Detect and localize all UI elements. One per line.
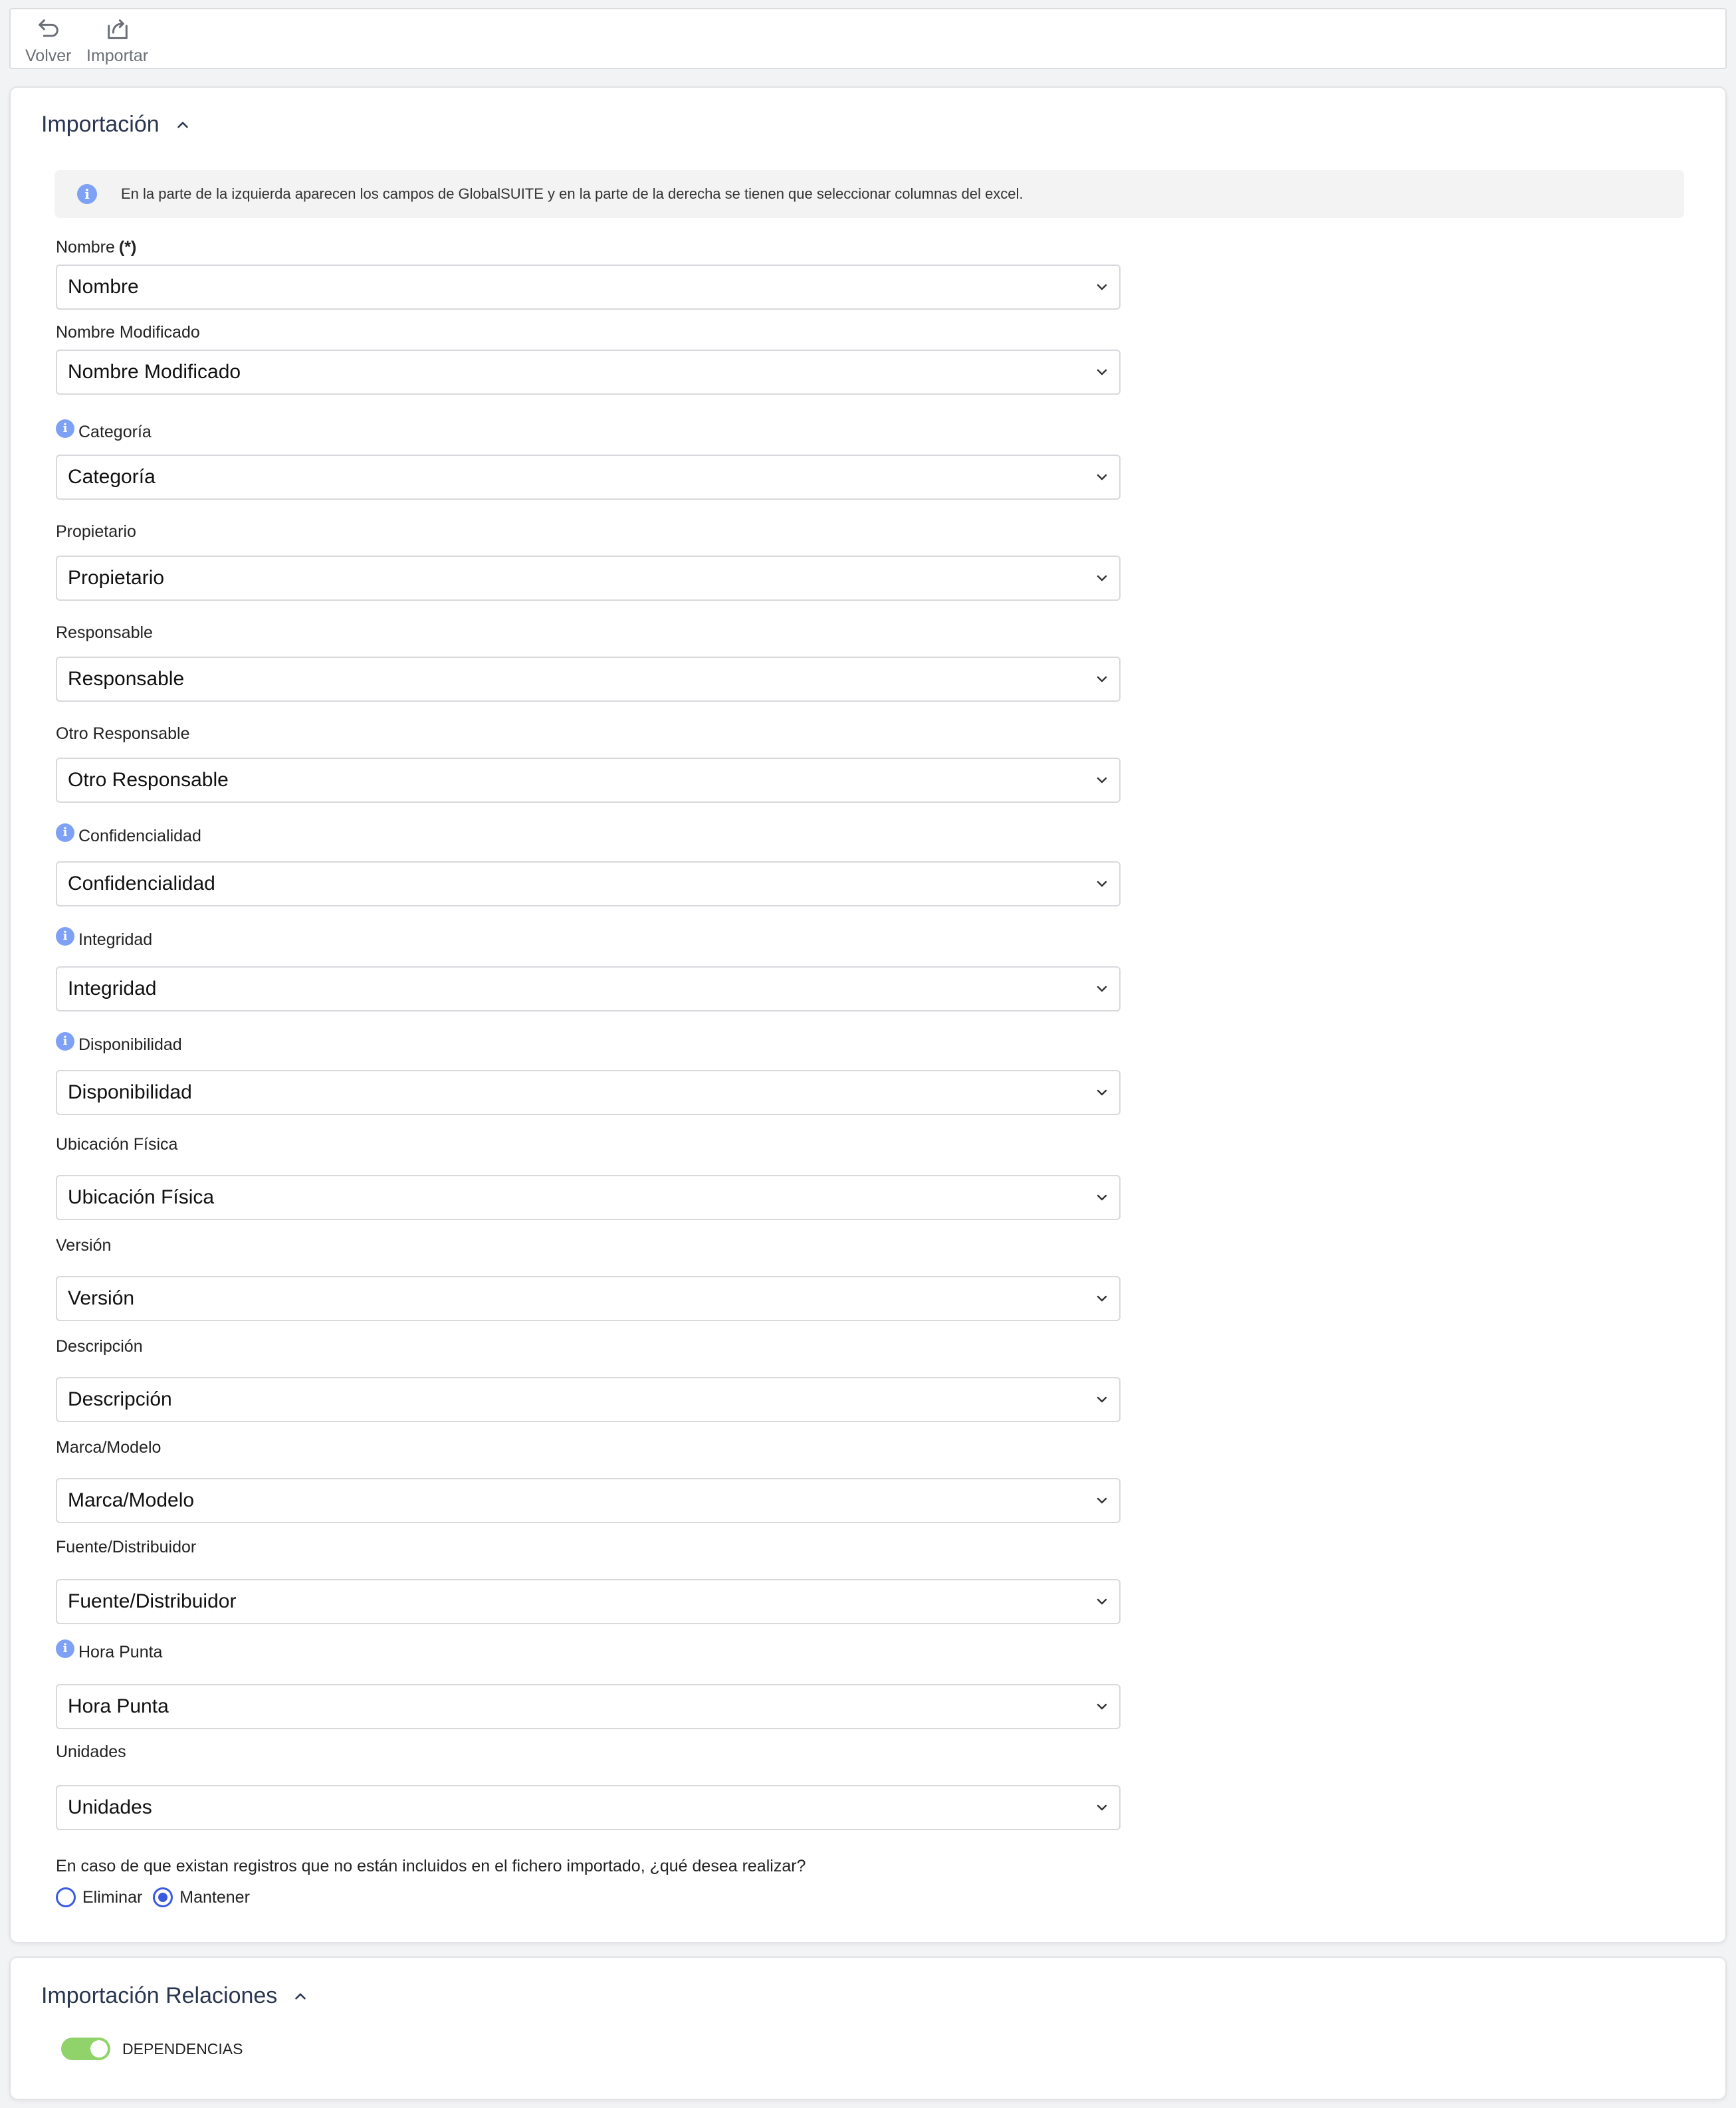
radio-mantener[interactable] xyxy=(153,1887,250,1907)
select-value: Marca/Modelo xyxy=(68,1489,195,1511)
column-select[interactable] xyxy=(56,455,1121,500)
column-select[interactable] xyxy=(56,350,1121,395)
chevron-down-icon xyxy=(1094,1699,1110,1715)
field-label xyxy=(56,522,136,542)
info-icon[interactable]: i xyxy=(56,419,74,438)
chevron-down-icon xyxy=(1094,981,1110,997)
column-select[interactable] xyxy=(56,1785,1121,1830)
dependencias-toggle-row xyxy=(61,2038,243,2060)
select-value: Disponibilidad xyxy=(68,1081,192,1103)
field-label-text: Ubicación Física xyxy=(56,1135,178,1154)
chevron-down-icon xyxy=(1094,772,1110,788)
field-label xyxy=(56,238,136,257)
select-value: Fuente/Distribuidor xyxy=(68,1590,237,1612)
import-card xyxy=(9,86,1727,1943)
info-icon: i xyxy=(77,184,97,204)
back-button-label: Volver xyxy=(25,47,72,65)
field-label xyxy=(56,1742,126,1762)
field-label xyxy=(56,1236,111,1255)
question-text: En caso de que existan registros que no están incluidos en el fichero importado, ¿qué desea realizar? xyxy=(56,1857,806,1875)
column-select[interactable] xyxy=(56,264,1121,310)
select-value: Responsable xyxy=(68,668,185,690)
field-label-text: Fuente/Distribuidor xyxy=(56,1538,197,1556)
import-button[interactable] xyxy=(86,16,148,68)
column-select[interactable] xyxy=(56,966,1121,1011)
field-label xyxy=(56,930,152,950)
column-select[interactable] xyxy=(56,861,1121,906)
radio-label: Eliminar xyxy=(82,1887,143,1907)
chevron-down-icon xyxy=(1094,469,1110,485)
toggle-label: DEPENDENCIAS xyxy=(122,2040,243,2057)
field-label-text: Confidencialidad xyxy=(78,827,201,845)
dependencias-toggle[interactable] xyxy=(61,2038,110,2060)
info-icon[interactable]: i xyxy=(56,1639,74,1658)
select-value: Nombre Modificado xyxy=(68,361,241,383)
field-label-text: Marca/Modelo xyxy=(56,1438,162,1457)
chevron-up-icon xyxy=(292,1988,309,2005)
chevron-down-icon xyxy=(1094,876,1110,892)
select-value: Versión xyxy=(68,1287,135,1309)
field-label-text: Otro Responsable xyxy=(56,724,190,743)
select-value: Otro Responsable xyxy=(68,769,229,791)
select-value: Integridad xyxy=(68,978,157,1000)
field-label xyxy=(56,827,201,846)
chevron-down-icon xyxy=(1094,1392,1110,1408)
radio-button[interactable] xyxy=(153,1887,173,1907)
column-select[interactable] xyxy=(56,1579,1121,1624)
info-icon[interactable]: i xyxy=(56,927,74,946)
column-select[interactable] xyxy=(56,1070,1121,1115)
back-button[interactable] xyxy=(25,16,71,68)
field-label-text: Responsable xyxy=(56,623,153,642)
field-label xyxy=(56,423,152,442)
field-label xyxy=(56,1135,177,1154)
field-label-text: Nombre xyxy=(56,238,115,257)
column-select[interactable] xyxy=(56,758,1121,803)
select-value: Confidencialidad xyxy=(68,873,215,895)
relations-card xyxy=(9,1956,1727,2100)
chevron-down-icon xyxy=(1094,1594,1110,1610)
info-icon[interactable]: i xyxy=(56,1032,74,1051)
field-label xyxy=(56,1438,161,1457)
info-icon[interactable]: i xyxy=(56,823,74,842)
info-banner xyxy=(54,170,1684,218)
chevron-down-icon xyxy=(1094,279,1110,295)
field-label-text: Unidades xyxy=(56,1742,126,1761)
field-label-text: Propietario xyxy=(56,522,136,541)
select-value: Ubicación Física xyxy=(68,1186,215,1208)
chevron-down-icon xyxy=(1094,364,1110,380)
radio-button[interactable] xyxy=(56,1887,76,1907)
field-label xyxy=(56,1538,196,1557)
column-select[interactable] xyxy=(56,1684,1121,1729)
field-label xyxy=(56,1035,182,1055)
chevron-down-icon xyxy=(1094,1085,1110,1101)
chevron-down-icon xyxy=(1094,1291,1110,1307)
select-value: Propietario xyxy=(68,567,165,589)
radio-group xyxy=(56,1887,250,1907)
chevron-down-icon xyxy=(1094,570,1110,586)
field-label xyxy=(56,623,153,643)
import-section-title: Importación xyxy=(41,112,160,137)
field-label-text: Hora Punta xyxy=(78,1643,163,1661)
field-label-text: Categoría xyxy=(78,423,152,441)
column-select[interactable] xyxy=(56,1175,1121,1220)
field-label xyxy=(56,1643,162,1662)
field-label xyxy=(56,323,200,342)
chevron-down-icon xyxy=(1094,1190,1110,1206)
relations-section-title: Importación Relaciones xyxy=(41,1983,278,2008)
column-select[interactable] xyxy=(56,556,1121,601)
radio-label: Mantener xyxy=(179,1887,250,1907)
info-text: En la parte de la izquierda aparecen los campos de GlobalSUITE y en la parte de la derecha se tienen que seleccionar columnas del excel. xyxy=(121,185,1024,202)
select-value: Categoría xyxy=(68,466,156,488)
field-label xyxy=(56,1337,143,1356)
import-icon xyxy=(104,16,131,43)
import-section-header[interactable] xyxy=(41,112,191,138)
relations-section-header[interactable] xyxy=(41,1983,309,2009)
chevron-up-icon xyxy=(174,116,191,134)
undo-icon xyxy=(35,16,62,43)
select-value: Descripción xyxy=(68,1388,172,1410)
field-label-text: Integridad xyxy=(78,930,153,949)
chevron-down-icon xyxy=(1094,1493,1110,1509)
select-value: Unidades xyxy=(68,1796,152,1818)
column-select[interactable] xyxy=(56,657,1121,702)
field-label-text: Nombre Modificado xyxy=(56,323,200,342)
column-select[interactable] xyxy=(56,1377,1121,1422)
import-button-label: Importar xyxy=(86,47,149,65)
required-mark: (*) xyxy=(118,238,137,257)
select-value: Hora Punta xyxy=(68,1695,169,1717)
radio-eliminar[interactable] xyxy=(56,1887,142,1907)
field-label-text: Versión xyxy=(56,1236,112,1255)
field-label-text: Descripción xyxy=(56,1337,143,1356)
toolbar xyxy=(9,8,1727,69)
select-value: Nombre xyxy=(68,276,139,298)
chevron-down-icon xyxy=(1094,1800,1110,1816)
column-select[interactable] xyxy=(56,1478,1121,1523)
column-select[interactable] xyxy=(56,1276,1121,1321)
field-label-text: Disponibilidad xyxy=(78,1035,182,1054)
chevron-down-icon xyxy=(1094,671,1110,687)
field-label xyxy=(56,724,190,744)
